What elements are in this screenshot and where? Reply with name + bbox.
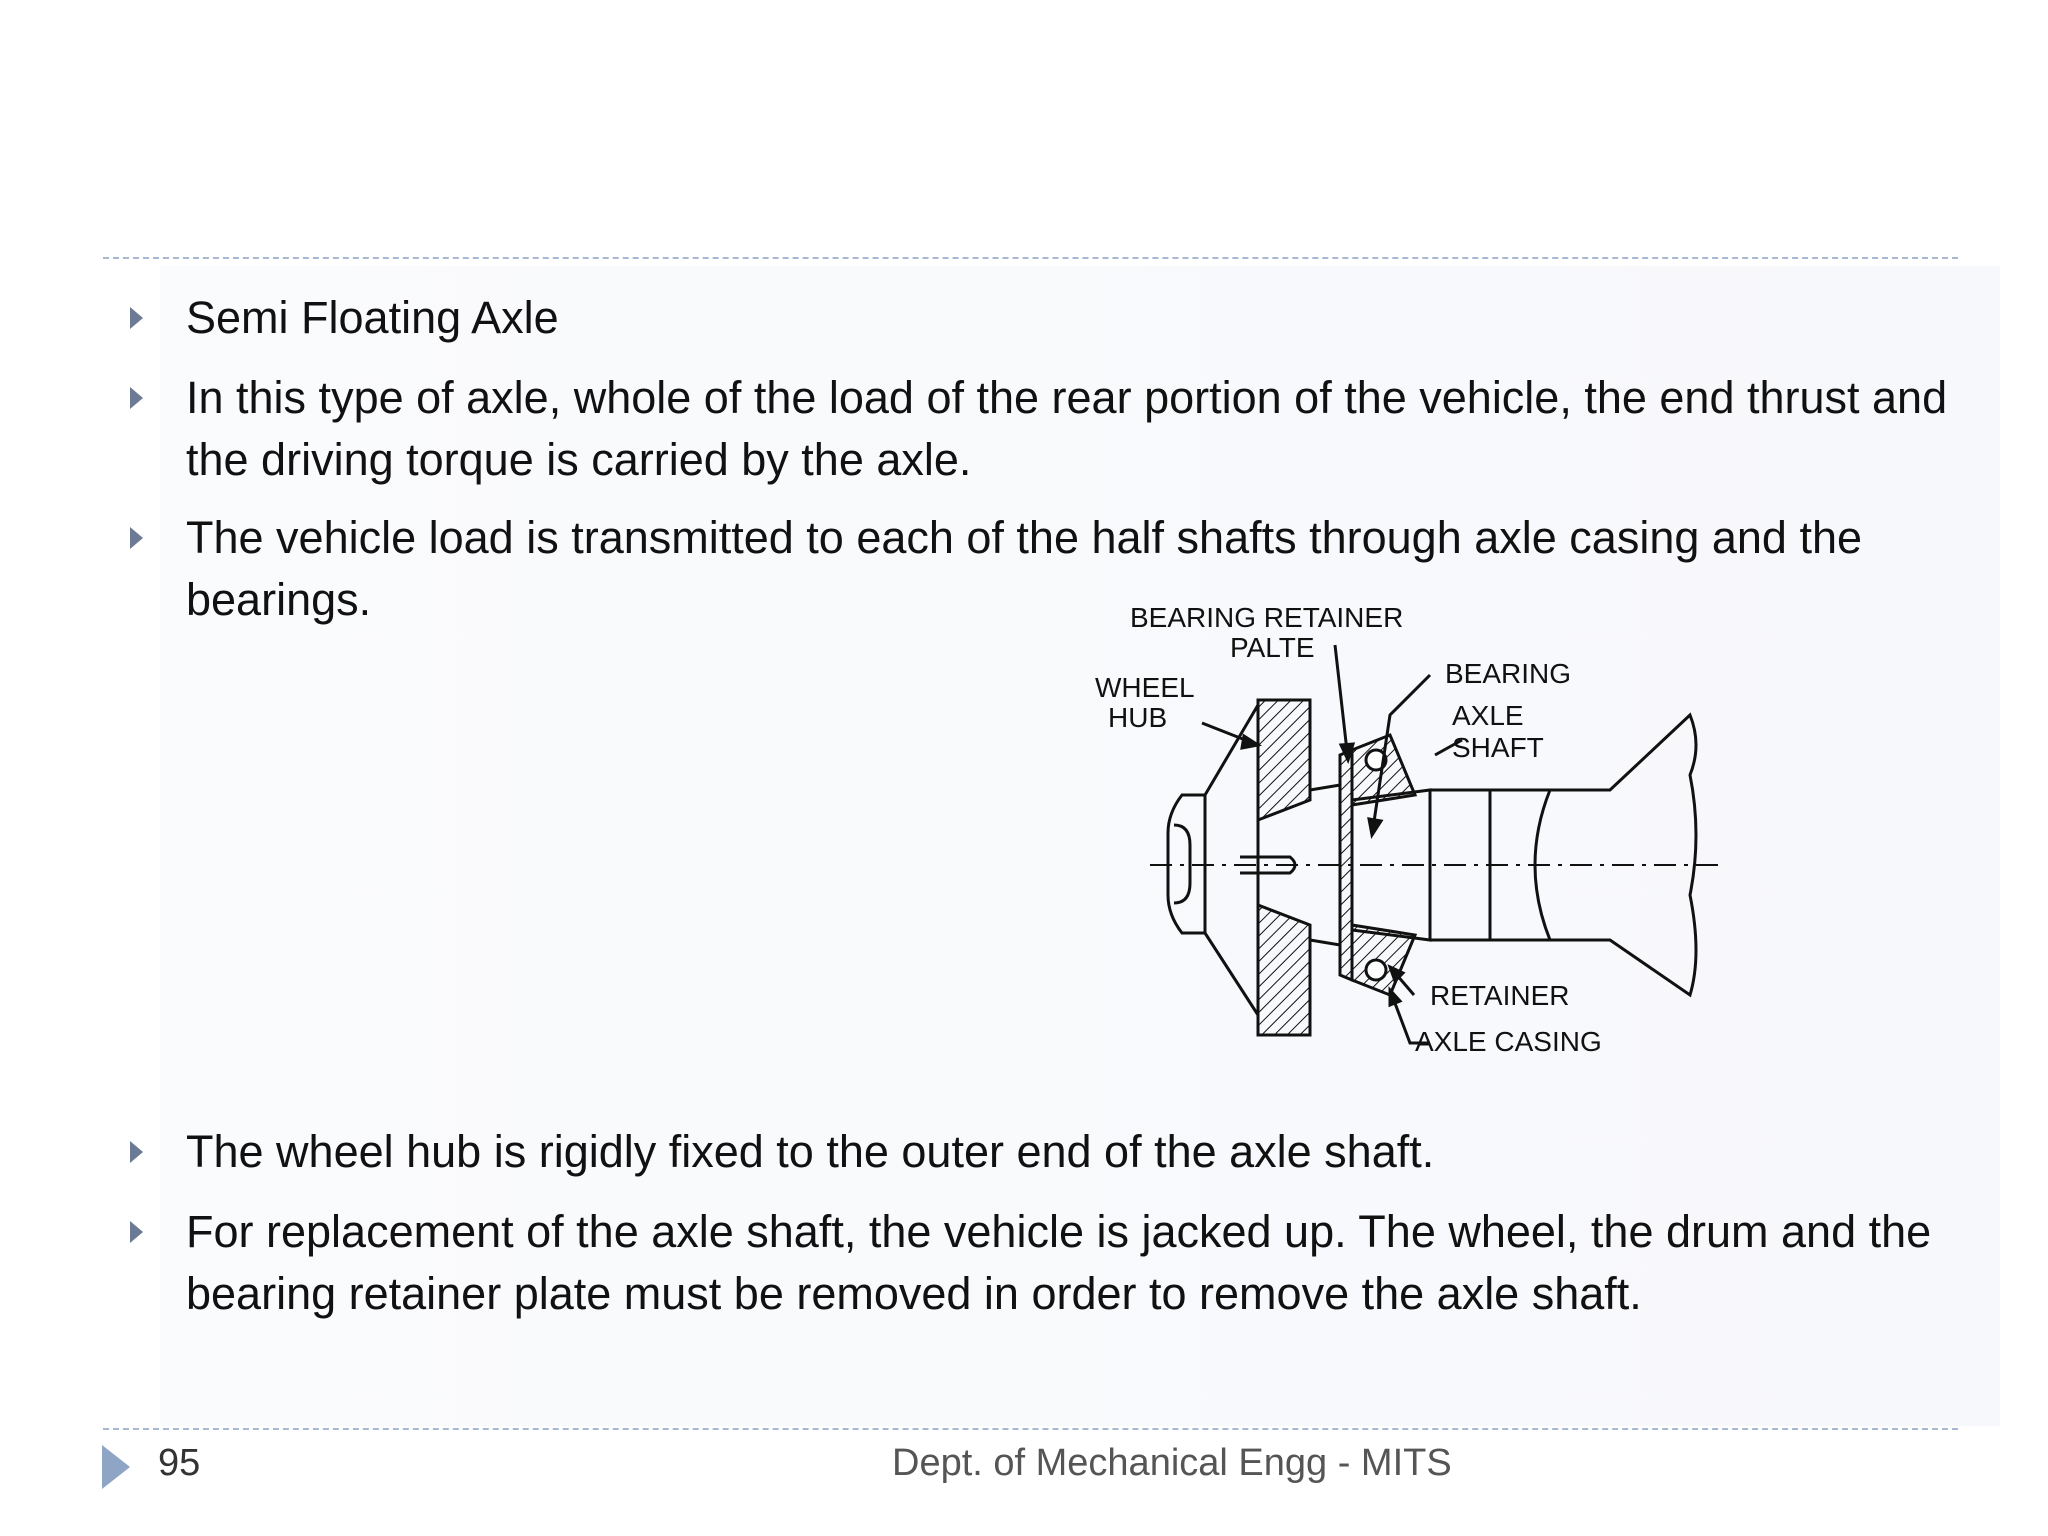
top-divider — [103, 257, 1958, 259]
bullet-arrow-icon — [130, 387, 143, 409]
label-axle-shaft-1: AXLE — [1452, 700, 1524, 731]
label-bearing-retainer-2: PALTE — [1230, 632, 1315, 663]
bullet-arrow-icon — [130, 1141, 143, 1163]
label-retainer: RETAINER — [1430, 980, 1570, 1011]
label-bearing: BEARING — [1445, 658, 1572, 689]
axle-casing — [1550, 715, 1696, 995]
bottom-divider — [103, 1428, 1958, 1430]
bullet-semi-floating-axle: Semi Floating Axle — [186, 292, 559, 343]
bullet-wheel-hub-fixed: The wheel hub is rigidly fixed to the outer end of the axle shaft. — [186, 1126, 1435, 1177]
label-axle-shaft-2: SHAFT — [1452, 732, 1544, 763]
label-bearing-retainer-1: BEARING RETAINER — [1130, 602, 1404, 633]
bullet-load-description: In this type of axle, whole of the load of the rear portion of the vehicle, the end thrust and the driving torque is carried by the axle. — [186, 372, 1948, 485]
semi-floating-axle-diagram — [1090, 595, 1750, 1065]
bullet-replacement: For replacement of the axle shaft, the vehicle is jacked up. The wheel, the drum and the bearing retainer plate must be removed in order to remove the axle shaft. — [186, 1206, 1932, 1319]
footer-department: Dept. of Mechanical Engg - MITS — [892, 1442, 1452, 1484]
label-axle-casing: AXLE CASING — [1415, 1026, 1602, 1057]
footer-arrow-icon — [102, 1445, 130, 1489]
page-number: 95 — [158, 1442, 201, 1484]
wheel-hub-flange-top — [1258, 700, 1310, 820]
label-wheel-hub-1: WHEEL — [1095, 672, 1195, 703]
bullet-arrow-icon — [130, 527, 143, 549]
bullet-load-transmission: The vehicle load is transmitted to each of the half shafts through axle casing and the bearings. — [186, 512, 1863, 625]
wheel-hub-flange-bottom — [1258, 905, 1310, 1035]
bullet-arrow-icon — [130, 307, 143, 329]
bullet-arrow-icon — [130, 1221, 143, 1243]
label-wheel-hub-2: HUB — [1108, 702, 1168, 733]
